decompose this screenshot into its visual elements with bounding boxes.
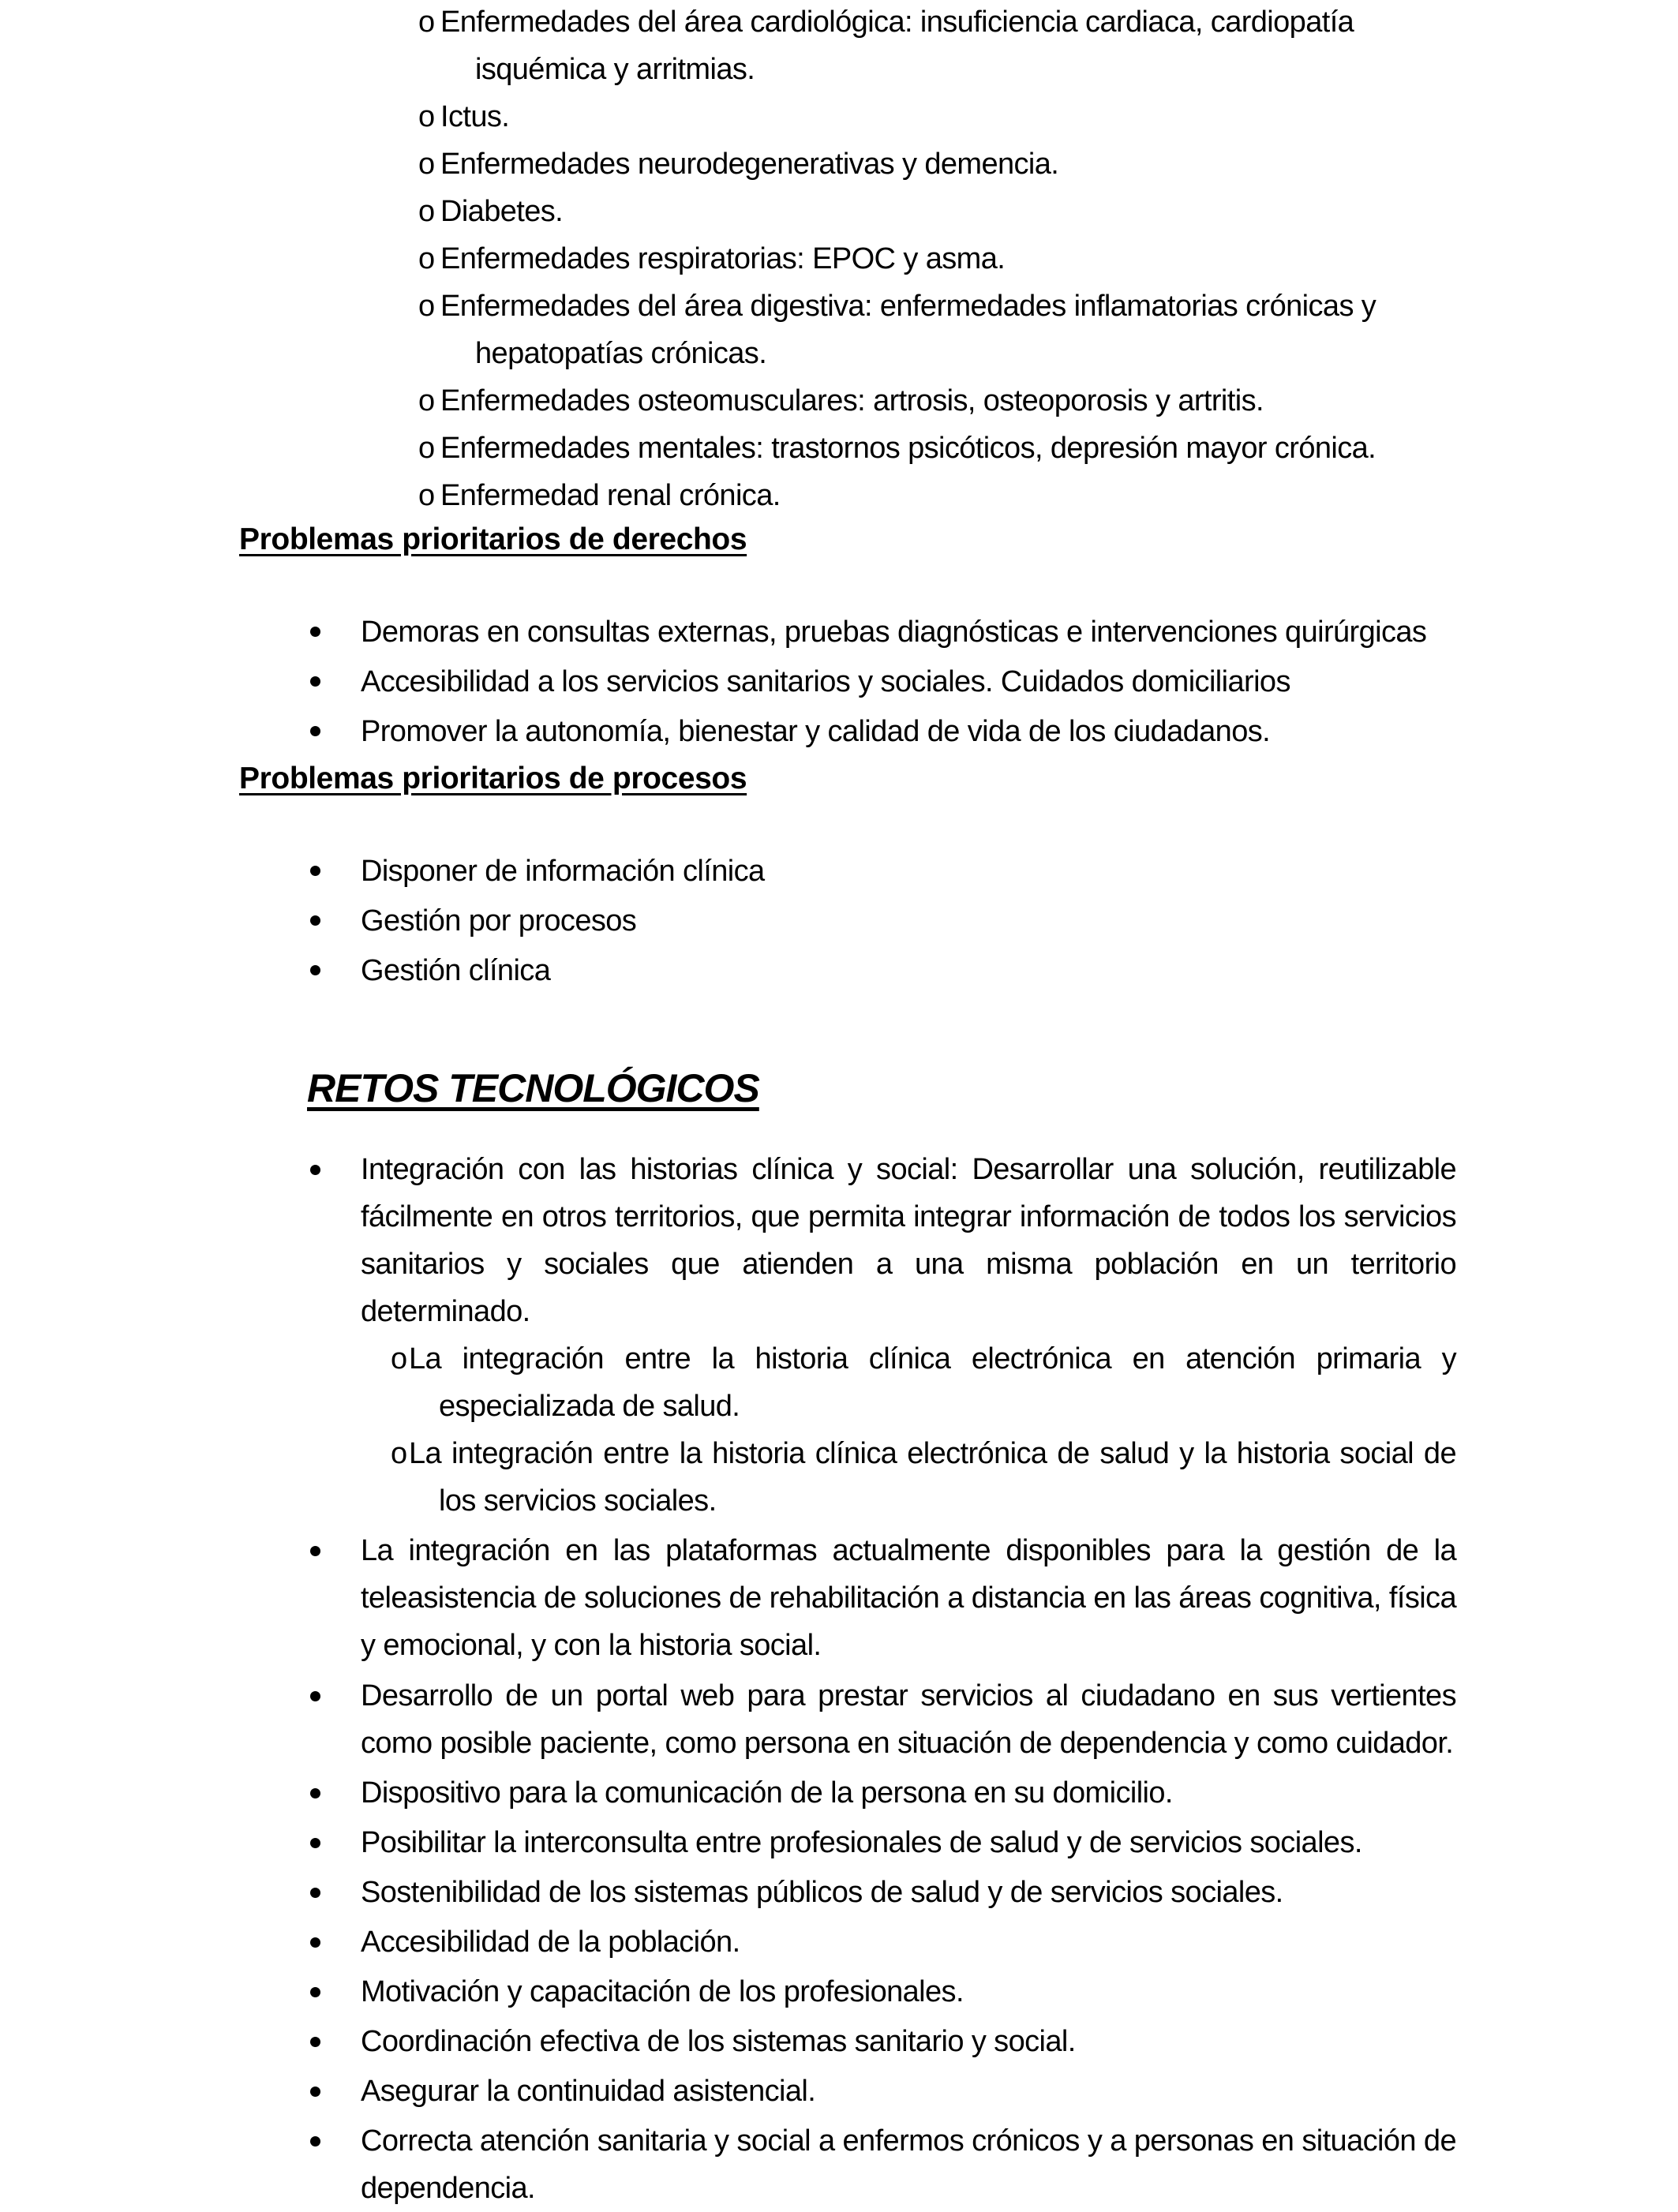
list-item-text: Promover la autonomía, bienestar y calidad de vida de los ciudadanos. (361, 715, 1271, 748)
open-bullet-icon: o (418, 384, 435, 417)
bullet-icon (310, 1937, 320, 1948)
open-bullet-icon: o (418, 195, 435, 228)
list-item-line: Enfermedades mentales: trastornos psicóticos, depresión mayor crónica. (440, 432, 1376, 465)
section-heading-derechos: Problemas prioritarios de derechos (239, 522, 747, 556)
list-item (304, 2068, 1456, 2115)
open-bullet-icon: o (418, 432, 435, 465)
list-item (418, 377, 1456, 425)
sub-list-item (304, 1335, 1456, 1430)
list-item (304, 707, 1456, 757)
sub-list-item-text (381, 1335, 1456, 1430)
list-item-text: Demoras en consultas externas, pruebas diagnósticas e intervenciones quirúrgicas (361, 616, 1427, 649)
list-item-text: Correcta atención sanitaria y social a enfermos crónicos y a personas en situación de dependencia. (361, 2124, 1456, 2205)
bullet-icon (310, 2037, 320, 2047)
list-item-line: Enfermedad renal crónica. (440, 479, 781, 512)
list-item (304, 1672, 1456, 1767)
section-heading-procesos: Problemas prioritarios de procesos (239, 762, 747, 795)
bullet-icon (310, 1838, 320, 1848)
bullet-icon (310, 1888, 320, 1898)
sub-list-item (304, 1430, 1456, 1525)
open-bullet-icon: o (418, 6, 435, 39)
open-bullet-icon: o (391, 1342, 407, 1375)
bullet-icon (310, 965, 320, 975)
list-item (418, 235, 1456, 283)
bullet-icon (310, 1788, 320, 1798)
list-item-text: Gestión clínica (361, 954, 551, 987)
list-item (418, 93, 1456, 140)
sub-list-item-content: La integración entre la historia clínica electrónica en atención primaria y especializada de salud. (409, 1342, 1456, 1423)
list-item-line: Ictus. (440, 100, 510, 133)
list-item-text: Coordinación efectiva de los sistemas sanitario y social. (361, 2025, 1076, 2058)
list-item-text: La integración en las plataformas actualmente disponibles para la gestión de la teleasistencia de soluciones de rehabilitación a distancia en las áreas cognitiva, física y emocional, y con la historia social. (361, 1534, 1456, 1662)
retos-heading: RETOS TECNOLÓGICOS (307, 1066, 759, 1110)
list-item-line: Enfermedades osteomusculares: artrosis, osteoporosis y artritis. (440, 384, 1264, 417)
list-item (304, 1918, 1456, 1966)
list-item (304, 1769, 1456, 1817)
bullet-icon (310, 2136, 320, 2147)
list-item-text: Motivación y capacitación de los profesionales. (361, 1975, 964, 2008)
list-item-text: Dispositivo para la comunicación de la persona en su domicilio. (361, 1776, 1173, 1810)
list-item (304, 1819, 1456, 1866)
open-bullet-icon: o (418, 148, 435, 181)
list-item (418, 283, 1456, 377)
bullet-icon (310, 1691, 320, 1701)
list-item (304, 896, 1456, 946)
list-item-text: Asegurar la continuidad asistencial. (361, 2075, 816, 2108)
bullet-icon (310, 1546, 320, 1556)
bullet-icon (310, 915, 320, 926)
bullet-icon (310, 726, 320, 736)
list-item (304, 1527, 1456, 1669)
list-item (304, 657, 1456, 707)
list-item (304, 1146, 1456, 1335)
list-item-text: Gestión por procesos (361, 904, 637, 938)
list-item (304, 1968, 1456, 2016)
bullet-icon (310, 2087, 320, 2097)
list-item-text: Accesibilidad a los servicios sanitarios y sociales. Cuidados domiciliarios (361, 665, 1290, 698)
open-bullet-icon: o (418, 242, 435, 275)
list-item (418, 188, 1456, 235)
list-item-line: Enfermedades del área cardiológica: insuficiencia cardiaca, cardiopatía (440, 6, 1354, 39)
bullet-icon (310, 676, 320, 687)
list-item-line: Enfermedades respiratorias: EPOC y asma. (440, 242, 1006, 275)
open-bullet-icon: o (391, 1437, 407, 1470)
list-item-text: Disponer de información clínica (361, 855, 765, 888)
derechos-list (304, 608, 1456, 757)
list-item-text: Desarrollo de un portal web para prestar servicios al ciudadano en sus vertientes como posible paciente, como persona en situación de dependencia y como cuidador. (361, 1679, 1456, 1760)
retos-list (304, 1146, 1456, 2212)
sub-list-item-content: La integración entre la historia clínica electrónica de salud y la historia social de los servicios sociales. (409, 1437, 1456, 1518)
list-item (304, 1869, 1456, 1916)
list-item (304, 946, 1456, 996)
list-item (304, 2117, 1456, 2212)
list-item (304, 608, 1456, 657)
open-bullet-icon: o (418, 290, 435, 323)
list-item-text: Sostenibilidad de los sistemas públicos de salud y de servicios sociales. (361, 1876, 1283, 1909)
sub-list-item-text (381, 1430, 1456, 1525)
open-bullet-icon: o (418, 479, 435, 512)
bullet-icon (310, 1987, 320, 1997)
list-item-line: Enfermedades del área digestiva: enfermedades inflamatorias crónicas y (440, 290, 1376, 323)
list-item-line: Enfermedades neurodegenerativas y demencia. (440, 148, 1059, 181)
list-item (304, 847, 1456, 896)
list-item (418, 0, 1456, 93)
list-item (418, 140, 1456, 188)
bullet-icon (310, 627, 320, 637)
procesos-list (304, 847, 1456, 996)
bullet-icon (310, 866, 320, 876)
list-item (304, 2018, 1456, 2065)
list-item-text: Posibilitar la interconsulta entre profesionales de salud y de servicios sociales. (361, 1826, 1362, 1859)
list-item (418, 472, 1456, 519)
list-item (418, 425, 1456, 472)
disease-list (418, 0, 1456, 519)
list-item-line: isquémica y arritmias. (475, 53, 755, 86)
list-item-line: hepatopatías crónicas. (475, 337, 767, 370)
bullet-icon (310, 1165, 320, 1175)
list-item-text: Accesibilidad de la población. (361, 1926, 740, 1959)
list-item-text: Integración con las historias clínica y social: Desarrollar una solución, reutilizable fácilmente en otros territorios, que permita integrar información de todos los servicios sanitarios y sociales que atienden a una misma población en un territorio determinado. (361, 1153, 1456, 1328)
open-bullet-icon: o (418, 100, 435, 133)
list-item-line: Diabetes. (440, 195, 564, 228)
